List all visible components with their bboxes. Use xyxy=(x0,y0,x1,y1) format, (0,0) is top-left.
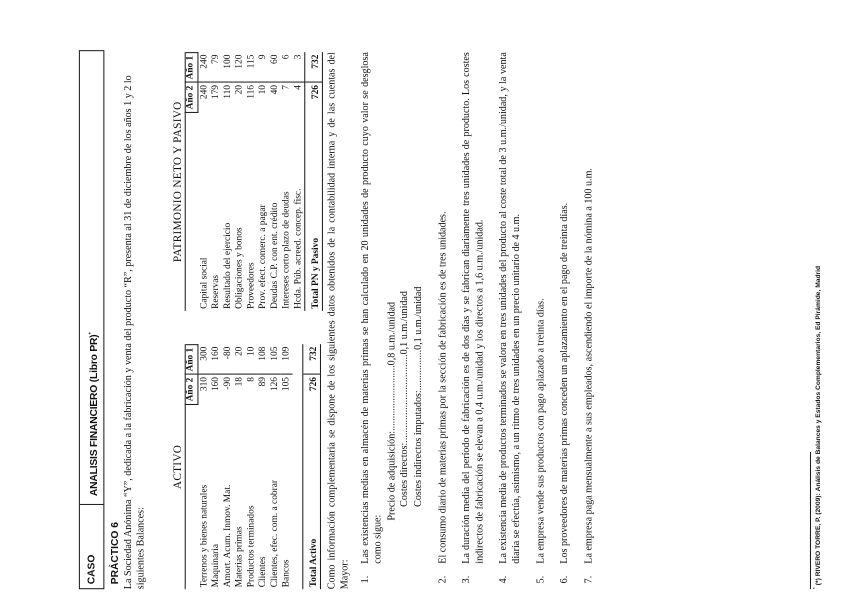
table-row: Maquinaria 160 160 xyxy=(210,346,222,588)
table-row: Prov. efect. comerc. a pagar 10 9 xyxy=(257,54,269,309)
table-row: Proveedores 116 115 xyxy=(245,54,257,309)
case-title-mark: * xyxy=(88,332,95,335)
table-row: Deudas C.P. con ent. crédito 40 60 xyxy=(269,54,280,309)
table-row: Reservas 179 79 xyxy=(210,54,222,309)
table-row: Resultado del ejercicio 110 100 xyxy=(222,54,233,309)
list-item: 7. La empresa paga mensualmente a sus empleados, ascendiendo el importe de la nómina a 100 u.m. xyxy=(583,168,594,584)
table-row: Clientes 89 108 xyxy=(257,346,269,588)
list-item: 2. El consumo diario de materias primas por la sección de fabricación es de tres unidades. xyxy=(437,211,449,584)
intro-paragraph: La Sociedad Anónima “Y”, dedicada a la fabricación y venta del producto “R”, presenta al 31 de diciembre de los años 1 y 2 lo siguientes Balances: xyxy=(122,75,147,590)
table-row: Terrenos y bienes naturales 310 300 xyxy=(198,346,210,588)
case-header xyxy=(79,50,122,589)
rotated-document-page xyxy=(73,50,833,599)
activo-col-year1: Año 1 xyxy=(186,345,199,375)
cost-line-indirect: Costes indirectos imputados:................0,1 u.m./unidad xyxy=(412,286,424,507)
list-item: 3. La duración media del período de fabricación es de dos días y se fabrican diariamente tres unidades de producto. Los costes indirectos de fabricación se elevan a 0,4 u.m./unidad y los directos a 1,6 u.m./unidad. xyxy=(461,52,486,584)
table-row: Hcda. Púb. acreed. concep. fisc. 4 3 xyxy=(292,54,304,309)
list-item: 5. La empresa vende sus productos con pago aplazado a treinta días. xyxy=(535,298,547,584)
table-row: Intereses corto plazo de deudas 7 6 xyxy=(280,54,292,309)
footnote: * (*) RIVERO TORRE, P. (2009): Análisis de Balances y Estados Complementarios, Ed Pirámide, Madrid xyxy=(812,265,822,590)
table-row: Materias primas 18 20 xyxy=(233,346,245,588)
table-row: Bancos 105 109 xyxy=(280,346,292,588)
table-row: Amort. Acum. Inmov. Mat. -90 -80 xyxy=(222,346,233,588)
activo-total-row: Total Activo 726 732 xyxy=(303,345,321,590)
list-item: 6. Los proveedores de materias primas conceden un aplazamiento en el pago de treinta días. xyxy=(559,202,570,584)
table-row: Productos terminados 8 10 xyxy=(245,346,257,588)
complementary-info-paragraph: Como información complementaria se dispone de los siguientes datos obtenidos de la contabilidad interna y de las cuentas del Mayor: xyxy=(326,52,351,590)
activo-col-year2: Año 2 xyxy=(186,375,199,405)
list-item: 1. Las existencias medias en almacén de materias primas se han calculado en 20 unidades de producto cuyo valor se desglosa como sigue: Precio de adquisición:..........................0,8 u.m./unidad Costes directos:...................................0,1 u.m./unidad Costes indirectos imputados:................0,1 u.m./unidad xyxy=(360,52,424,584)
pasivo-col-year1: Año 1 xyxy=(186,53,199,83)
balance-activo-table xyxy=(171,344,321,589)
case-number-label: CASO PRÁCTICO 6 xyxy=(80,504,104,588)
data-items-list xyxy=(359,52,595,589)
balance-pasivo-table xyxy=(171,52,323,311)
footnote-divider xyxy=(810,452,811,589)
pasivo-col-year2: Año 2 xyxy=(186,83,199,113)
table-row: Capital social 240 240 xyxy=(198,54,210,309)
cost-line-direct: Costes directos:...................................0,1 u.m./unidad xyxy=(399,291,411,507)
case-title-text: ANALISIS FINANCIERO (Libro PR) xyxy=(88,334,100,497)
activo-title: ACTIVO xyxy=(171,345,186,590)
pasivo-title: PATRIMONIO NETO Y PASIVO xyxy=(171,53,186,311)
cost-line-purchase: Precio de adquisición:..........................0,8 u.m./unidad xyxy=(386,301,398,521)
table-row: Obligaciones y bonos 20 120 xyxy=(233,54,245,309)
table-row: Clientes, efec. com. a cobrar 126 105 xyxy=(269,346,280,588)
list-item: 4. La existencia media de productos terminados se valora en tres unidades del producto al coste total de 3 u.m./unidad, y la venta diaria se efectúa, asimismo, a un ritmo de tres unidades en un precio unitario de 4 u.m. xyxy=(498,52,523,584)
case-title xyxy=(80,332,104,496)
pasivo-total-row: Total PN y Pasivo 726 732 xyxy=(305,53,323,311)
